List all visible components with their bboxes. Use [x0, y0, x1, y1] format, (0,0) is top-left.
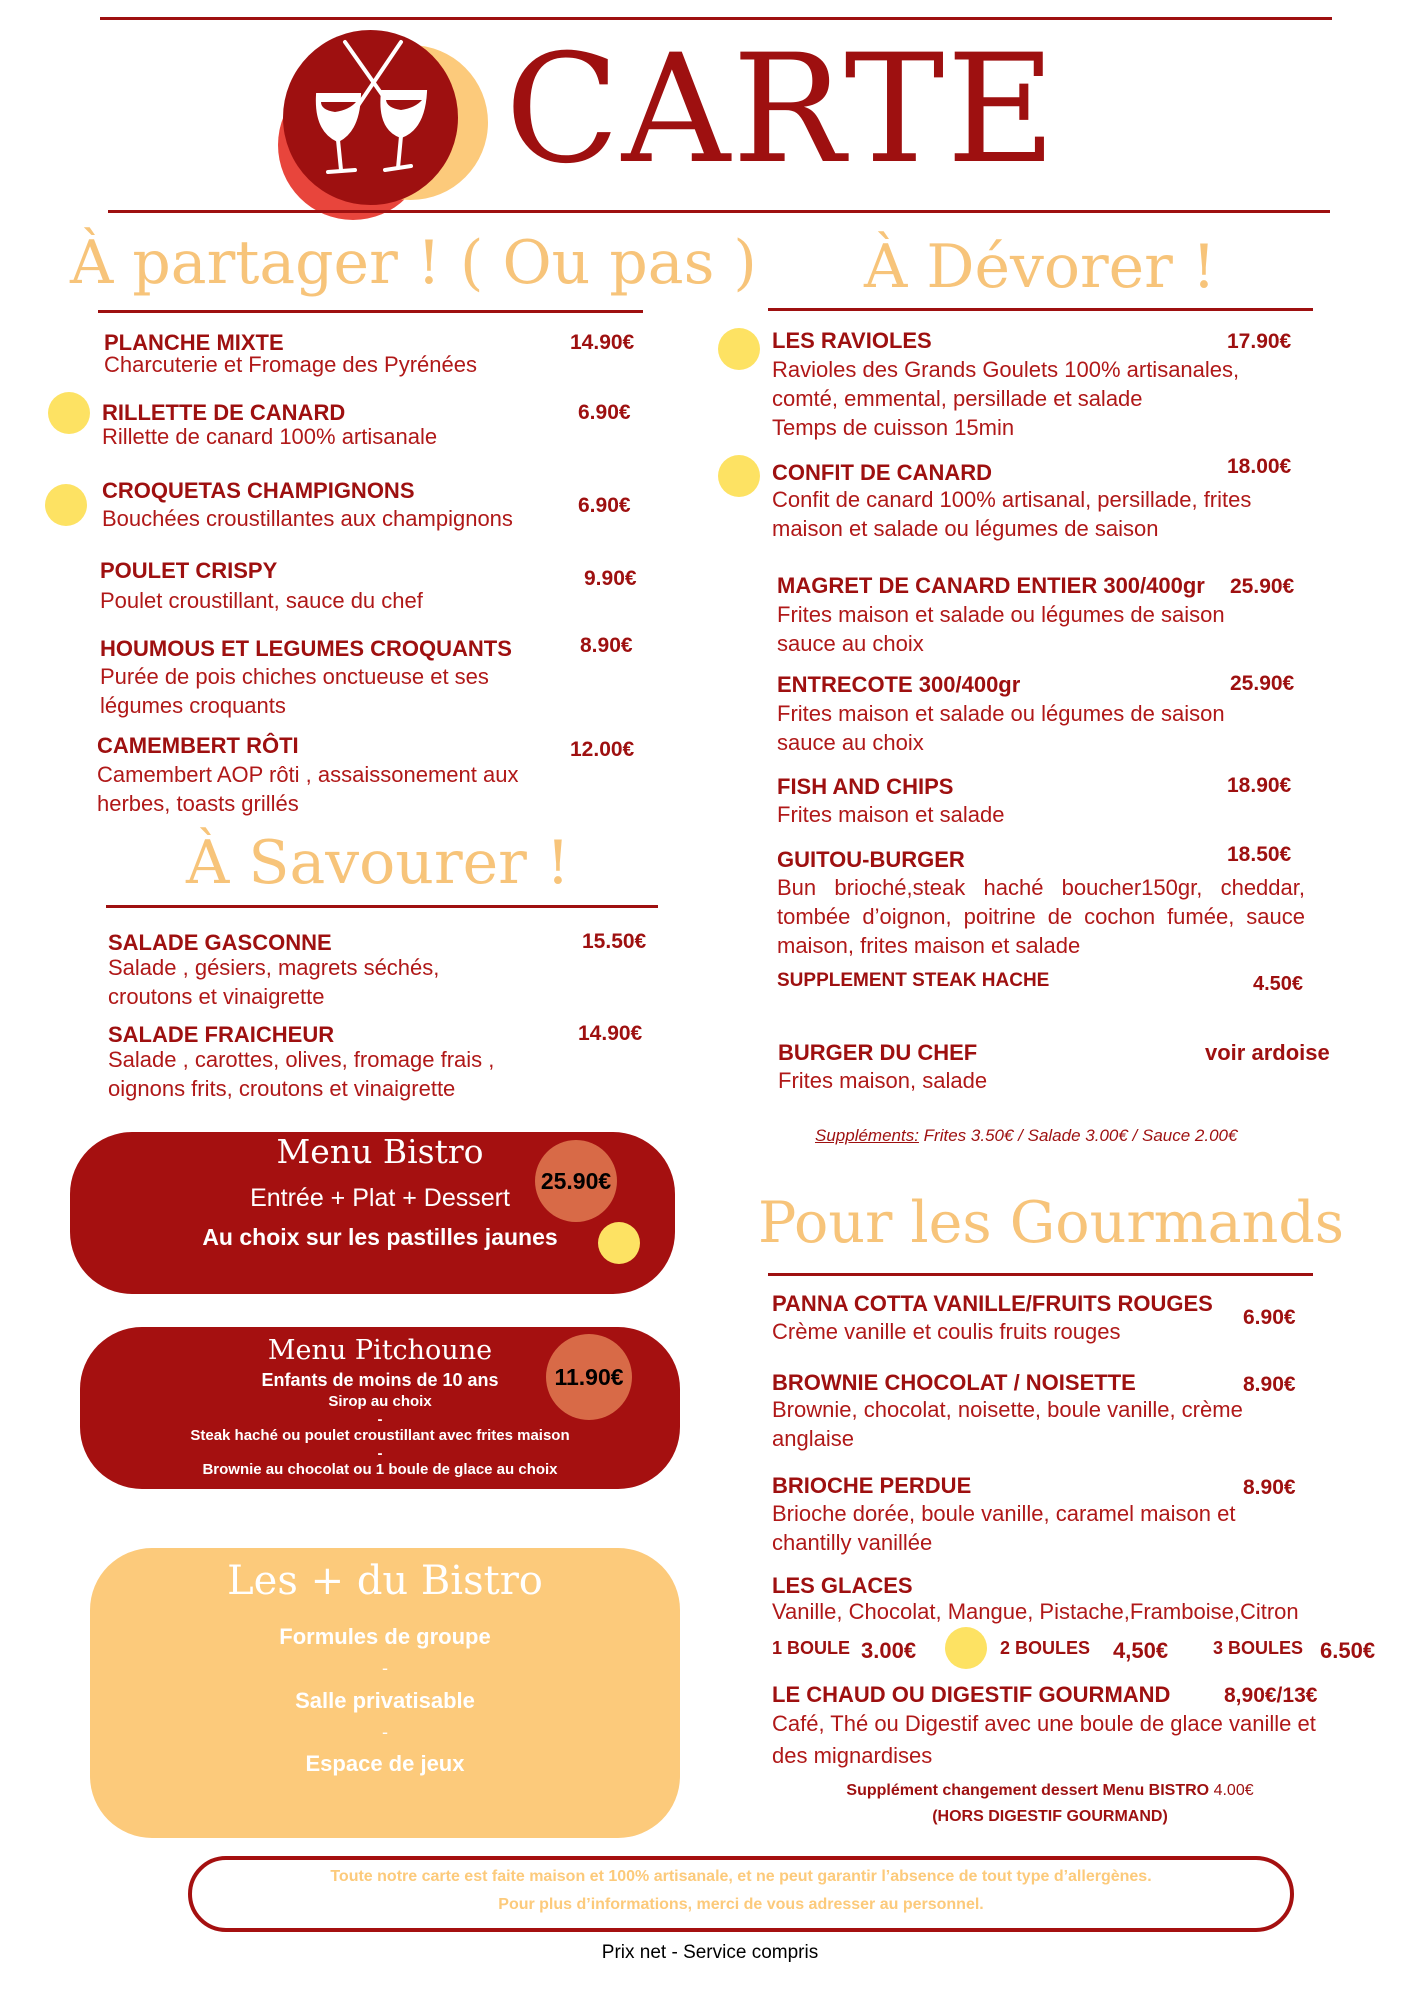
partager-rule — [98, 310, 643, 313]
allergen-notice-line2: Pour plus d’informations, merci de vous adresser au personnel. — [498, 1896, 984, 1913]
item-name: SALADE FRAICHEUR — [108, 1022, 335, 1047]
item-price: 14.90€ — [570, 331, 635, 354]
item-name: CAMEMBERT RÔTI — [97, 733, 299, 758]
top-rule — [100, 17, 1332, 20]
item-desc: Rillette de canard 100% artisanale — [102, 424, 438, 449]
glace-price: 3.00€ — [861, 1638, 917, 1663]
glace-price: 4,50€ — [1113, 1638, 1169, 1663]
item-price: 25.90€ — [1230, 575, 1295, 598]
item-price: 8.90€ — [1243, 1476, 1296, 1499]
menu-pitchoune-line2: Sirop au choix — [328, 1393, 432, 1410]
item-desc: Brownie, chocolat, noisette, boule vanille, crème anglaise — [772, 1397, 1243, 1451]
header-bottom-rule — [108, 210, 1330, 213]
menu-bistro-price-badge: 25.90€ — [535, 1140, 617, 1222]
menu-pitchoune-line1: Enfants de moins de 10 ans — [261, 1370, 499, 1390]
item-name: FISH AND CHIPS — [777, 774, 954, 799]
menu-pitchoune-sep: - — [377, 1411, 383, 1428]
savourer-rule — [106, 905, 658, 908]
glace-price: 6.50€ — [1320, 1638, 1376, 1663]
menu-pitchoune-title: Menu Pitchoune — [267, 1335, 493, 1366]
item-desc: Camembert AOP rôti , assaissonement aux herbes, toasts grillés — [97, 762, 519, 816]
section-title-gourmands: Pour les Gourmands — [758, 1190, 1345, 1256]
dessert-supplement-line1 — [770, 1782, 1330, 1800]
menu-bistro-line1: Entrée + Plat + Dessert — [250, 1184, 510, 1212]
item-price: 4.50€ — [1253, 973, 1304, 995]
item-name: RILLETTE DE CANARD — [102, 400, 346, 425]
item-desc: Frites maison et salade — [777, 802, 1005, 827]
menu-pitchoune-price-badge: 11.90€ — [546, 1334, 632, 1420]
plus-bistro-item: Formules de groupe — [279, 1624, 491, 1649]
glace-label: 1 BOULE — [772, 1638, 851, 1658]
item-name: PLANCHE MIXTE — [104, 330, 284, 355]
supplements-text: Frites 3.50€ / Salade 3.00€ / Sauce 2.00€ — [918, 1126, 1238, 1145]
item-name: LE CHAUD OU DIGESTIF GOURMAND — [772, 1682, 1171, 1707]
plus-bistro-sep: - — [382, 1722, 388, 1742]
item-name: SUPPLEMENT STEAK HACHE — [777, 970, 1050, 991]
item-name: LES RAVIOLES — [772, 328, 932, 353]
item-name: MAGRET DE CANARD ENTIER 300/400gr — [777, 573, 1205, 598]
menu-pitchoune-line3: Steak haché ou poulet croustillant avec frites maison — [190, 1427, 570, 1444]
plus-bistro-item: Salle privatisable — [295, 1688, 475, 1713]
item-desc: Crème vanille et coulis fruits rouges — [772, 1319, 1121, 1344]
price-note: Prix net - Service compris — [601, 1942, 819, 1963]
item-name: GUITOU-BURGER — [777, 847, 965, 872]
plus-bistro-title: Les + du Bistro — [227, 1558, 543, 1604]
item-desc: Salade , gésiers, magrets séchés, croutons et vinaigrette — [108, 955, 440, 1009]
item-desc: Confit de canard 100% artisanal, persillade, frites maison et salade ou légumes de saison — [772, 487, 1252, 541]
item-desc: Café, Thé ou Digestif avec une boule de glace vanille et des mignardises — [772, 1711, 1316, 1768]
item-price: 8,90€/13€ — [1224, 1684, 1318, 1707]
menu-pitchoune-line4: Brownie au chocolat ou 1 boule de glace au choix — [202, 1461, 558, 1478]
item-price: 6.90€ — [578, 401, 631, 424]
logo — [278, 30, 488, 220]
page-title: CARTE — [505, 23, 1058, 197]
item-name: POULET CRISPY — [100, 558, 278, 583]
plus-bistro-item: Espace de jeux — [305, 1751, 465, 1776]
yellow-pastille — [598, 1222, 640, 1264]
item-name: LES GLACES — [772, 1573, 913, 1598]
item-desc: Frites maison et salade ou légumes de saison sauce au choix — [777, 701, 1225, 755]
item-price: 12.00€ — [570, 738, 635, 761]
section-title-savourer: À Savourer ! — [186, 828, 570, 898]
supplements-line — [815, 1126, 1237, 1146]
yellow-pastille — [718, 455, 760, 497]
item-desc: Frites maison et salade ou légumes de saison sauce au choix — [777, 602, 1225, 656]
item-desc: Purée de pois chiches onctueuse et ses légumes croquants — [100, 664, 489, 718]
item-price: 8.90€ — [580, 634, 633, 657]
item-price: 15.50€ — [582, 930, 647, 953]
item-price: 18.90€ — [1227, 774, 1292, 797]
glace-label: 2 BOULES — [1000, 1638, 1091, 1658]
glace-label: 3 BOULES — [1213, 1638, 1304, 1658]
item-desc: Brioche dorée, boule vanille, caramel maison et chantilly vanillée — [772, 1501, 1236, 1555]
item-name: HOUMOUS ET LEGUMES CROQUANTS — [100, 636, 512, 661]
item-name: BURGER DU CHEF — [778, 1040, 978, 1065]
yellow-pastille — [48, 392, 90, 434]
item-desc: Vanille, Chocolat, Mangue, Pistache,Framboise,Citron — [772, 1599, 1299, 1624]
item-price: voir ardoise — [1205, 1040, 1330, 1065]
item-price: 9.90€ — [584, 567, 637, 590]
yellow-pastille — [945, 1627, 987, 1669]
item-desc: Poulet croustillant, sauce du chef — [100, 588, 423, 613]
item-price: 8.90€ — [1243, 1373, 1296, 1396]
dessert-supplement-text: Supplément changement dessert Menu BISTRO — [846, 1782, 1210, 1799]
devorer-rule — [768, 308, 1313, 311]
item-price: 18.50€ — [1227, 843, 1292, 866]
allergen-notice-line1: Toute notre carte est faite maison et 100% artisanale, et ne peut garantir l’absence de tout type d’allergènes. — [330, 1868, 1152, 1885]
item-desc: Bouchées croustillantes aux champignons — [102, 506, 513, 531]
menu-bistro-title: Menu Bistro — [276, 1132, 484, 1171]
yellow-pastille — [718, 328, 760, 370]
item-desc: Ravioles des Grands Goulets 100% artisanales, comté, emmental, persillade et salade — [772, 357, 1240, 411]
item-price: 18.00€ — [1227, 455, 1292, 478]
gourmands-rule — [768, 1273, 1313, 1276]
item-price: 25.90€ — [1230, 672, 1295, 695]
item-desc: Salade , carottes, olives, fromage frais , oignons frits, croutons et vinaigrette — [108, 1047, 495, 1101]
section-title-partager: À partager ! ( Ou pas ) — [70, 228, 757, 298]
yellow-pastille — [45, 484, 87, 526]
item-desc: Bun brioché,steak haché boucher150gr, cheddar, tombée d’oignon, poitrine de cochon fumée, sauce maison, frites maison et salade — [777, 875, 1305, 958]
supplements-label: Suppléments: — [815, 1126, 919, 1145]
item-price: 6.90€ — [578, 494, 631, 517]
menu-bistro-line2: Au choix sur les pastilles jaunes — [202, 1224, 558, 1250]
allergen-notice-box — [188, 1856, 1294, 1932]
item-desc-2: Temps de cuisson 15min — [772, 415, 1015, 440]
item-name: CROQUETAS CHAMPIGNONS — [102, 478, 415, 503]
item-price: 17.90€ — [1227, 330, 1292, 353]
item-desc: Frites maison, salade — [778, 1068, 988, 1093]
item-price: 14.90€ — [578, 1022, 643, 1045]
dessert-supplement-line2: (HORS DIGESTIF GOURMAND) — [932, 1808, 1168, 1825]
item-name: CONFIT DE CANARD — [772, 460, 992, 485]
item-name: ENTRECOTE 300/400gr — [777, 672, 1021, 697]
item-name: SALADE GASCONNE — [108, 930, 332, 955]
item-name: BROWNIE CHOCOLAT / NOISETTE — [772, 1370, 1136, 1395]
section-title-devorer: À Dévorer ! — [863, 232, 1217, 302]
plus-bistro-box — [90, 1548, 680, 1838]
wine-glasses-icon — [283, 30, 458, 205]
dessert-supplement-price: 4.00€ — [1209, 1782, 1254, 1799]
item-price: 6.90€ — [1243, 1306, 1296, 1329]
item-name: BRIOCHE PERDUE — [772, 1473, 972, 1498]
item-name: PANNA COTTA VANILLE/FRUITS ROUGES — [772, 1291, 1213, 1316]
plus-bistro-sep: - — [382, 1658, 388, 1678]
item-desc: Charcuterie et Fromage des Pyrénées — [104, 352, 477, 377]
menu-pitchoune-sep: - — [377, 1445, 383, 1462]
